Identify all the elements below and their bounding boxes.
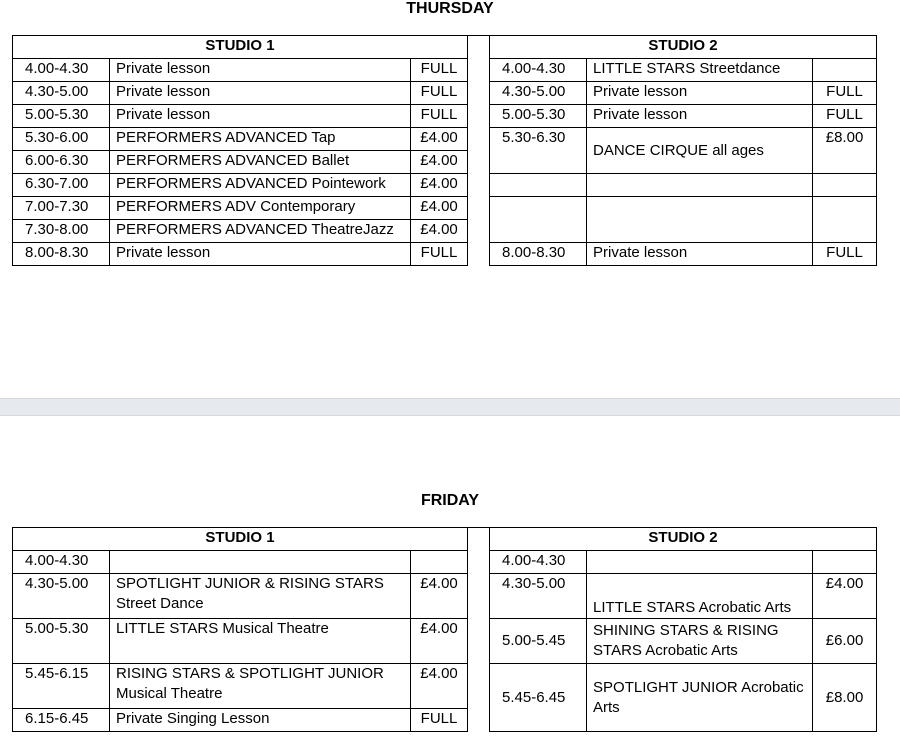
time-cell: 4.00-4.30: [13, 551, 110, 574]
class-cell: RISING STARS & SPOTLIGHT JUNIOR Musical Theatre: [110, 664, 411, 709]
price-cell: FULL: [813, 105, 877, 128]
price-cell: FULL: [411, 709, 468, 732]
price-cell: FULL: [411, 59, 468, 82]
class-cell: LITTLE STARS Acrobatic Arts: [587, 574, 813, 619]
time-cell: 5.00-5.45: [490, 619, 587, 664]
time-cell: 5.00-5.30: [13, 619, 110, 642]
price-cell: £8.00: [813, 128, 877, 174]
class-cell: Private lesson: [587, 243, 813, 266]
class-cell: DANCE CIRQUE all ages: [587, 128, 813, 174]
price-cell: £4.00: [411, 128, 468, 151]
time-cell: 8.00-8.30: [13, 243, 110, 266]
price-cell: £8.00: [813, 664, 877, 732]
class-cell: SPOTLIGHT JUNIOR & RISING STARS Street Dance: [110, 574, 411, 619]
price-cell: [411, 551, 468, 574]
time-cell: 5.00-5.30: [490, 105, 587, 128]
price-cell: £4.00: [411, 574, 468, 619]
time-cell: 4.00-4.30: [13, 59, 110, 82]
time-cell: 4.00-4.30: [490, 551, 587, 574]
empty-cell: [411, 642, 468, 664]
price-cell: £4.00: [813, 574, 877, 619]
class-cell: LITTLE STARS Streetdance: [587, 59, 813, 82]
time-cell: 6.30-7.00: [13, 174, 110, 197]
class-cell: Private lesson: [110, 82, 411, 105]
price-cell: FULL: [411, 82, 468, 105]
price-cell: FULL: [813, 243, 877, 266]
time-cell: 5.45-6.45: [490, 664, 587, 732]
price-cell: FULL: [813, 82, 877, 105]
class-cell: SHINING STARS & RISING STARS Acrobatic Arts: [587, 619, 813, 664]
page-break: [0, 398, 900, 416]
table-row: [13, 243, 877, 266]
time-cell: 7.00-7.30: [13, 197, 110, 220]
table-spacer: [468, 36, 490, 266]
studio-2-header: STUDIO 2: [490, 528, 877, 551]
table-row: [13, 128, 877, 151]
time-cell: 4.30-5.00: [13, 574, 110, 619]
studio-1-header: STUDIO 1: [13, 528, 468, 551]
time-cell: [490, 174, 587, 197]
thursday-title: THURSDAY: [406, 0, 494, 17]
thursday-timetable: [12, 35, 877, 266]
table-row: [13, 197, 877, 220]
time-cell: 5.45-6.15: [13, 664, 110, 709]
table-row: [13, 574, 877, 619]
price-cell: £4.00: [411, 619, 468, 642]
class-cell: [110, 551, 411, 574]
price-cell: £4.00: [411, 220, 468, 243]
time-cell: 5.30-6.30: [490, 128, 587, 174]
price-cell: [813, 174, 877, 197]
price-cell: [813, 59, 877, 82]
price-cell: [813, 197, 877, 243]
class-cell: Private lesson: [587, 82, 813, 105]
empty-cell: [13, 642, 110, 664]
studio-1-header: STUDIO 1: [13, 36, 468, 59]
friday-timetable: [12, 527, 877, 732]
class-cell: Private lesson: [110, 243, 411, 266]
price-cell: FULL: [411, 243, 468, 266]
table-row: [13, 551, 877, 574]
class-cell: [587, 174, 813, 197]
price-cell: £6.00: [813, 619, 877, 664]
time-cell: 4.30-5.00: [490, 82, 587, 105]
class-cell: PERFORMERS ADVANCED TheatreJazz: [110, 220, 411, 243]
time-cell: 4.30-5.00: [13, 82, 110, 105]
table-spacer: [468, 528, 490, 732]
table-row: [13, 59, 877, 82]
class-cell: LITTLE STARS Musical Theatre: [110, 619, 411, 642]
class-cell: PERFORMERS ADVANCED Pointework: [110, 174, 411, 197]
class-cell: Private lesson: [110, 105, 411, 128]
table-row: [13, 664, 877, 686]
price-cell: FULL: [411, 105, 468, 128]
table-header-row: [13, 36, 877, 59]
time-cell: 5.30-6.00: [13, 128, 110, 151]
price-cell: [813, 551, 877, 574]
table-row: [13, 174, 877, 197]
time-cell: 7.30-8.00: [13, 220, 110, 243]
class-cell: PERFORMERS ADV Contemporary: [110, 197, 411, 220]
price-cell: £4.00: [411, 197, 468, 220]
table-header-row: [13, 528, 877, 551]
time-cell: 8.00-8.30: [490, 243, 587, 266]
table-row: [13, 82, 877, 105]
time-cell: [490, 197, 587, 243]
friday-title: FRIDAY: [420, 492, 480, 509]
price-cell: £4.00: [411, 151, 468, 174]
class-cell: PERFORMERS ADVANCED Tap: [110, 128, 411, 151]
class-cell: Private lesson: [587, 105, 813, 128]
time-cell: 6.15-6.45: [13, 709, 110, 732]
table-row: [13, 105, 877, 128]
class-cell: [587, 197, 813, 243]
time-cell: 5.00-5.30: [13, 105, 110, 128]
studio-2-header: STUDIO 2: [490, 36, 877, 59]
class-cell: PERFORMERS ADVANCED Ballet: [110, 151, 411, 174]
table-row: [13, 619, 877, 642]
time-cell: 4.30-5.00: [490, 574, 587, 619]
class-cell: SPOTLIGHT JUNIOR Acrobatic Arts: [587, 664, 813, 732]
price-cell: £4.00: [411, 174, 468, 197]
class-cell: Private Singing Lesson: [110, 709, 411, 732]
price-cell: £4.00: [411, 664, 468, 709]
class-cell: Private lesson: [110, 59, 411, 82]
time-cell: 4.00-4.30: [490, 59, 587, 82]
empty-cell: [110, 642, 411, 664]
time-cell: 6.00-6.30: [13, 151, 110, 174]
class-cell: [587, 551, 813, 574]
